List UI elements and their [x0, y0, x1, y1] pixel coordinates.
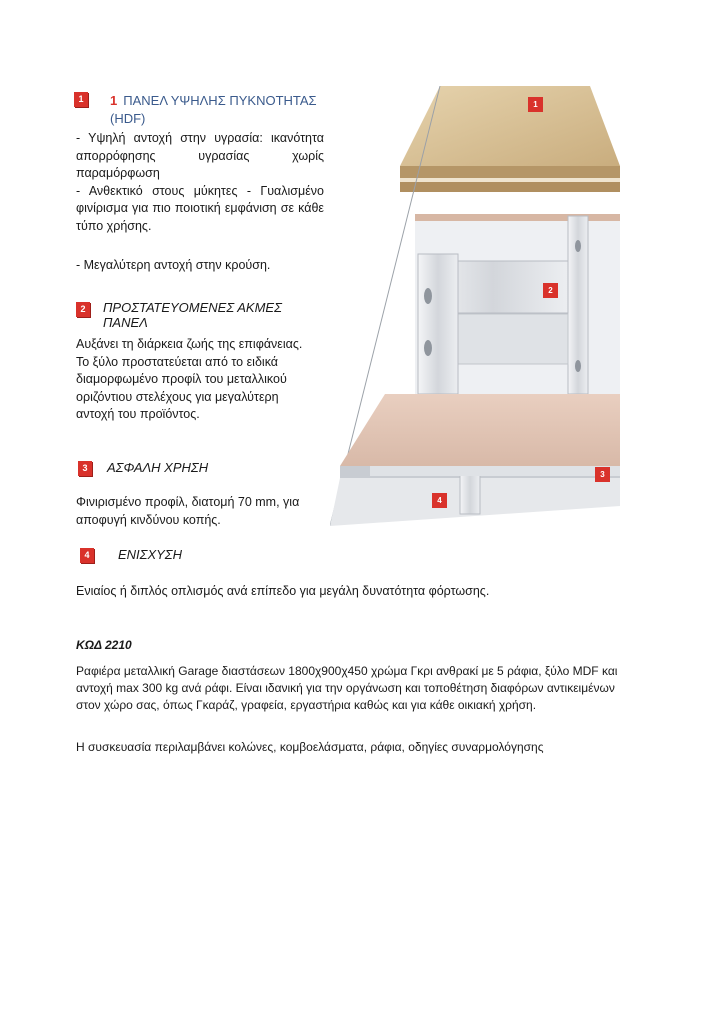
feature-1-line-2: - Ανθεκτικό στους μύκητες - Γυαλισμένο φινίρισμα για πιο ποιοτική εμφάνιση σε κάθε τύπο χρήσης. [76, 183, 324, 233]
feature-1-line-3: - Μεγαλύτερη αντοχή στην κρούση. [76, 258, 271, 272]
feature-1-title: ΠΑΝΕΛ ΥΨΗΛΗΣ ΠΥΚΝΟΤΗΤΑΣ [123, 93, 317, 108]
feature-2-text: Αυξάνει τη διάρκεια ζωής της επιφάνειας. Το ξύλο προστατεύεται από το ειδικά διαμορφωμένο προφίλ του μεταλλικού οριζόντιου στελέχους για μεγαλύτερη αντοχή του προϊόντος. [76, 337, 303, 421]
feature-4-text: Ενιαίος ή διπλός οπλισμός ανά επίπεδο για μεγάλη δυνατότητα φόρτωσης. [76, 584, 490, 598]
feature-3-text: Φινιρισμένο προφίλ, διατομή 70 mm, για αποφυγή κινδύνου κοπής. [76, 495, 300, 527]
shelving-illustration [330, 86, 620, 526]
feature-1-title-cont: (HDF) [110, 111, 146, 126]
product-description: Ραφιέρα μεταλλική Garage διαστάσεων 1800χ900χ450 χρώμα Γκρι ανθρακί με 5 ράφια, ξύλο MDF και αντοχή max 300 kg ανά ράφι. Είναι ιδανική για την οργάνωση και τοποθέτηση διαφόρων αντικειμένων στον χώρο σας, όπως Γκαράζ, γραφεία, εργαστήρια καθώς και για κάθε οικιακή χρήση. [76, 664, 618, 712]
feature-1-line-1: - Υψηλή αντοχή στην υγρασία: ικανότητα απορρόφησης υγρασίας χωρίς παραμόρφωση [76, 131, 324, 180]
feature-4-title: ΕΝΙΣΧΥΣΗ [118, 547, 182, 562]
shelving-product-photo [330, 86, 620, 526]
package-contents: Η συσκευασία περιλαμβάνει κολώνες, κομβοελάσματα, ράφια, οδηγίες συναρμολόγησης [76, 740, 544, 754]
feature-1-number: 1 [110, 93, 118, 108]
badge-2: 2 [76, 302, 90, 317]
feature-3-title: ΑΣΦΑΛΗ ΧΡΗΣΗ [107, 460, 209, 475]
photo-label-4: 4 [432, 493, 447, 508]
badge-4: 4 [80, 548, 94, 563]
photo-label-2: 2 [543, 283, 558, 298]
product-code: ΚΩΔ 2210 [76, 638, 132, 652]
badge-3: 3 [78, 461, 92, 476]
badge-1: 1 [74, 92, 88, 107]
feature-2-title: ΠΡΟΣΤΑΤΕΥΟΜΕΝΕΣ ΑΚΜΕΣ ΠΑΝΕΛ [103, 300, 282, 330]
feature-1-heading [110, 92, 330, 128]
photo-label-3: 3 [595, 467, 610, 482]
photo-label-1: 1 [528, 97, 543, 112]
feature-1-text [76, 130, 324, 235]
